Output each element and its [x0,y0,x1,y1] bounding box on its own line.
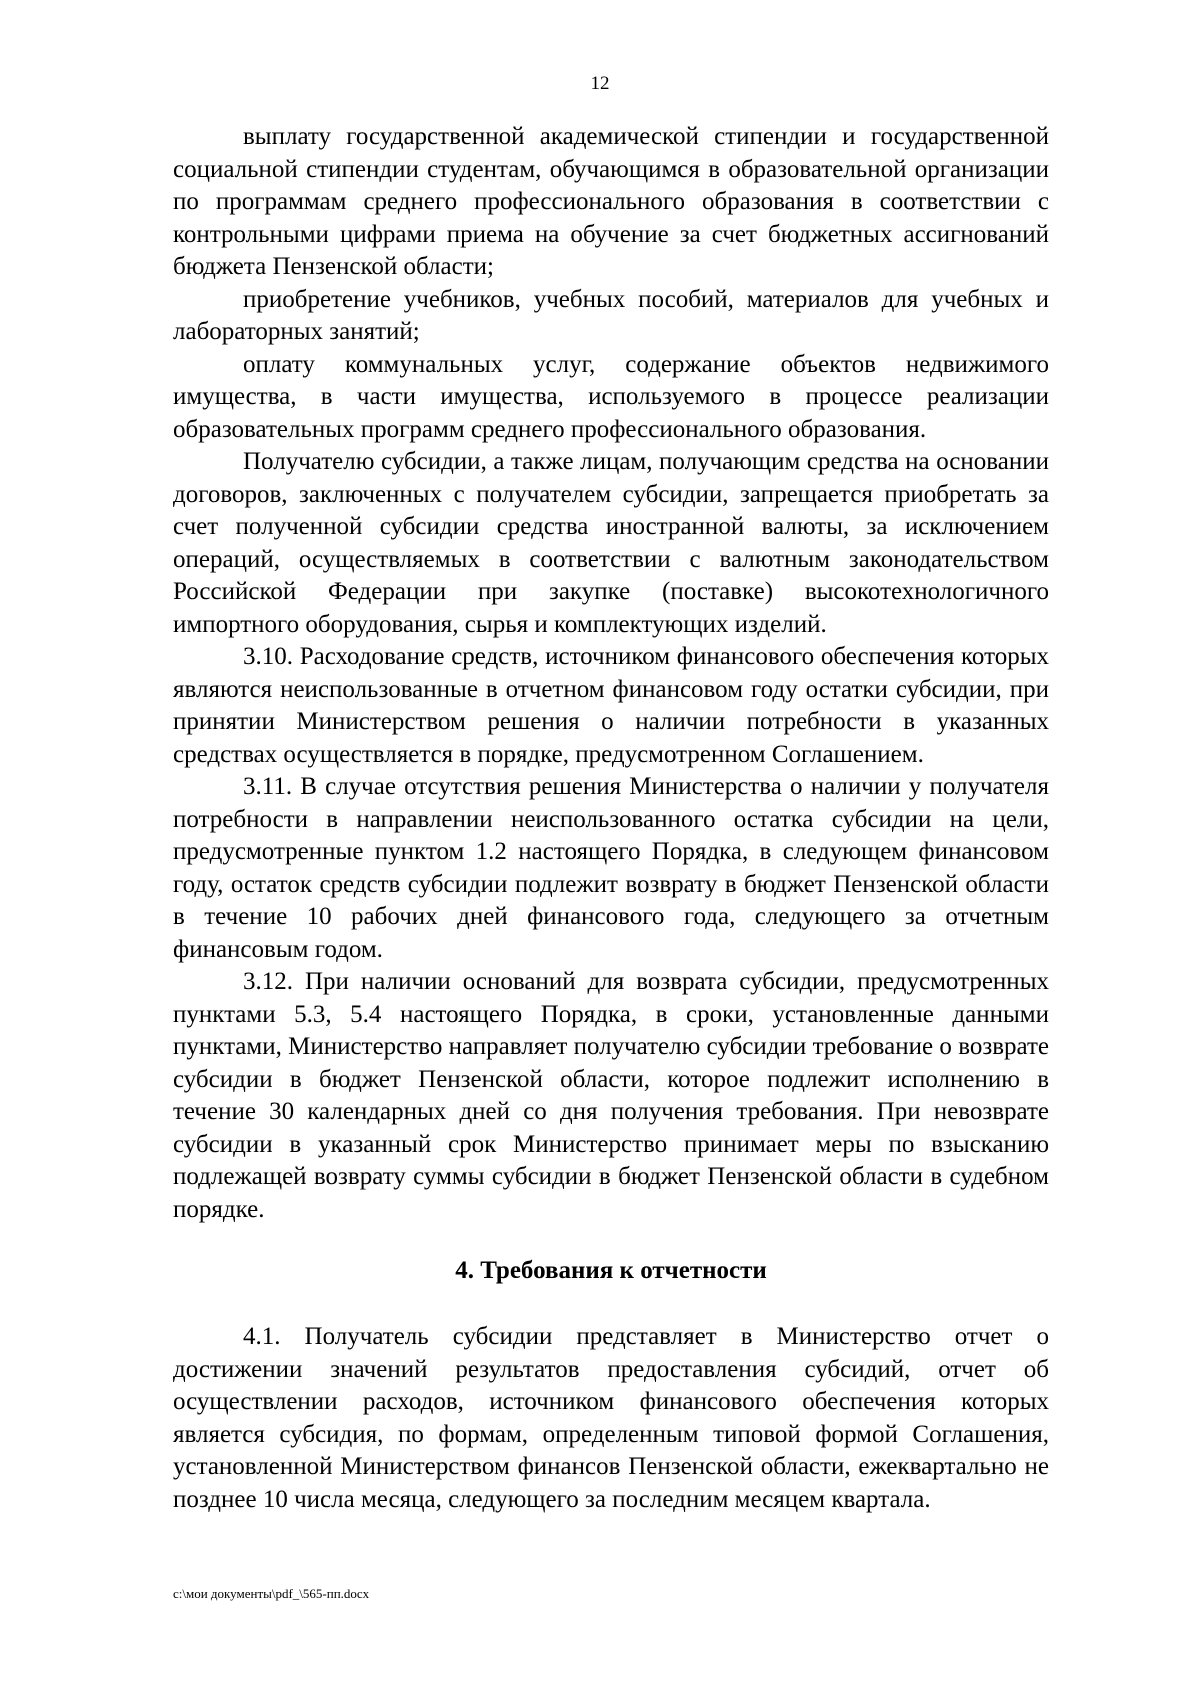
paragraph-textbooks: приобретение учебников, учебных пособий, материалов для учебных и лабораторных занятий; [173,285,1049,345]
paragraph-3-10: 3.10. Расходование средств, источником финансового обеспечения которых являются неиспользованные в отчетном финансовом году остатки субсидии, при принятии Министерством решения о наличии потребности в указанных средствах осуществляется в порядке, предусмотренном Соглашением. [173,643,1049,768]
paragraph-stipend: выплату государственной академической стипендии и государственной социальной стипендии студентам, обучающимся в образовательной организации по программам среднего профессионального образования в соответствии с контрольными цифрами приема на обучение за счет бюджетных ассигнований бюджета Пензенской области; [173,123,1049,280]
footer-file-path: c:\мои документы\pdf_\565-пп.docx [173,1586,370,1601]
document-body [173,121,1049,1516]
page-number: 12 [590,73,610,94]
paragraph-3-12: 3.12. При наличии оснований для возврата субсидии, предусмотренных пунктами 5.3, 5.4 настоящего Порядка, в сроки, установленные данными пунктами, Министерство направляет получателю субсидии требование о возврате субсидии в бюджет Пензенской области, которое подлежит исполнению в течение 30 календарных дней со дня получения требования. При невозврате субсидии в указанный срок Министерство принимает меры по взысканию подлежащей возврату суммы субсидии в бюджет Пензенской области в судебном порядке. [173,968,1049,1223]
paragraph-currency-prohibition: Получателю субсидии, а также лицам, получающим средства на основании договоров, заключенных с получателем субсидии, запрещается приобретать за счет полученной субсидии средства иностранной валюты, за исключением операций, осуществляемых в соответствии с валютным законодательством Российской Федерации при закупке (поставке) высокотехнологичного импортного оборудования, сырья и комплектующих изделий. [173,448,1049,638]
paragraph-utilities: оплату коммунальных услуг, содержание объектов недвижимого имущества, в части имущества, используемого в процессе реализации образовательных программ среднего профессионального образования. [173,350,1049,443]
paragraph-3-11: 3.11. В случае отсутствия решения Министерства о наличии у получателя потребности в направлении неиспользованного остатка субсидии на цели, предусмотренные пунктом 1.2 настоящего Порядка, в следующем финансовом году, остаток средств субсидии подлежит возврату в бюджет Пензенской области в течение 10 рабочих дней финансового года, следующего за отчетным финансовым годом. [173,773,1049,963]
paragraph-4-1: 4.1. Получатель субсидии представляет в Министерство отчет о достижении значений результатов предоставления субсидий, отчет об осуществлении расходов, источником финансового обеспечения которых является субсидия, по формам, определенным типовой формой Соглашения, установленной Министерством финансов Пензенской области, ежеквартально не позднее 10 числа месяца, следующего за последним месяцем квартала. [173,1323,1049,1513]
section-heading: 4. Требования к отчетности [455,1257,767,1284]
